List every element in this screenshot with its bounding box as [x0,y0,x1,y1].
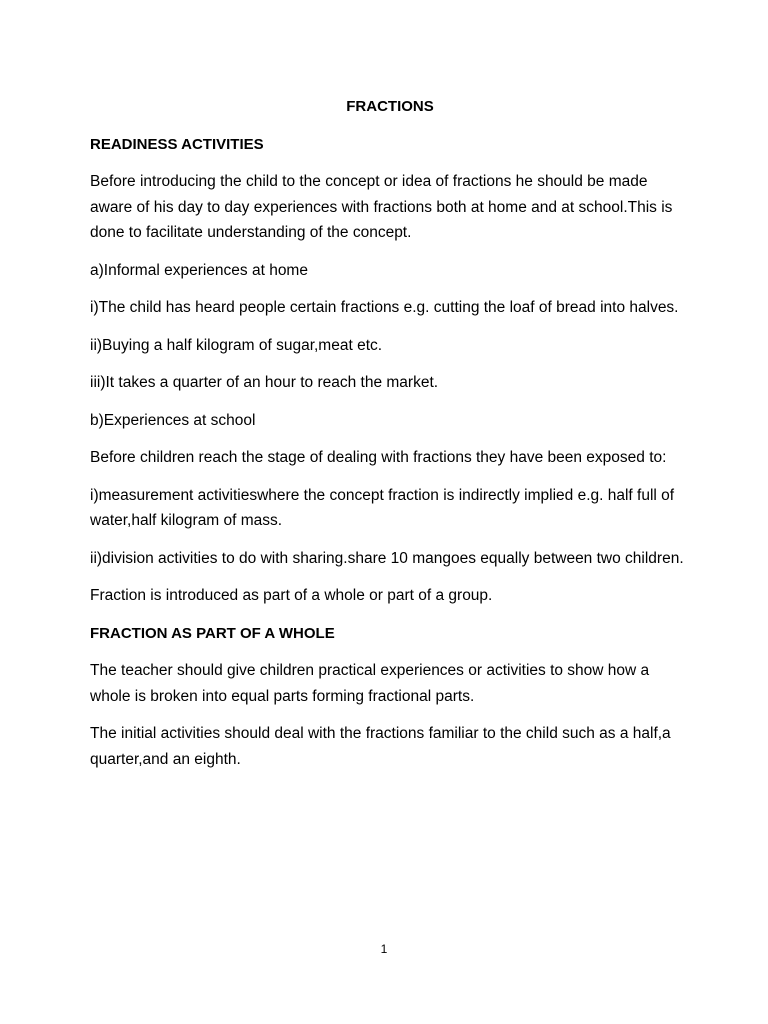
document-title: FRACTIONS [346,98,434,115]
paragraph-intro: Before introducing the child to the concept or idea of fractions he should be made aware of his day to day experiences with fractions both at home and at school.This is done to facilitate understanding of the concept. [90,173,673,241]
paragraph-home-item-2: ii)Buying a half kilogram of sugar,meat etc. [90,336,383,354]
paragraph-whole-1: The teacher should give children practical experiences or activities to show how a whole is broken into equal parts forming fractional parts. [90,662,650,705]
paragraph-home-heading: a)Informal experiences at home [90,261,308,279]
heading-fraction-part-of-whole: FRACTION AS PART OF A WHOLE [90,624,335,642]
paragraph-home-item-3: iii)It takes a quarter of an hour to reach the market. [90,374,439,391]
document-body [90,94,690,784]
paragraph-school-intro: Before children reach the stage of dealing with fractions they have been exposed to: [90,449,667,466]
paragraph-fraction-intro: Fraction is introduced as part of a whole or part of a group. [90,587,493,604]
page-number: 1 [380,942,388,956]
paragraph-school-item-1: i)measurement activitieswhere the concept fraction is indirectly implied e.g. half full of water,half kilogram of mass. [90,486,675,529]
heading-readiness-activities: READINESS ACTIVITIES [90,135,264,153]
paragraph-whole-2: The initial activities should deal with the fractions familiar to the child such as a half,a quarter,and an eighth. [90,725,671,768]
paragraph-home-item-1: i)The child has heard people certain fractions e.g. cutting the loaf of bread into halves. [90,299,679,316]
paragraph-school-heading: b)Experiences at school [90,411,256,429]
paragraph-school-item-2: ii)division activities to do with sharing.share 10 mangoes equally between two children. [90,549,684,567]
